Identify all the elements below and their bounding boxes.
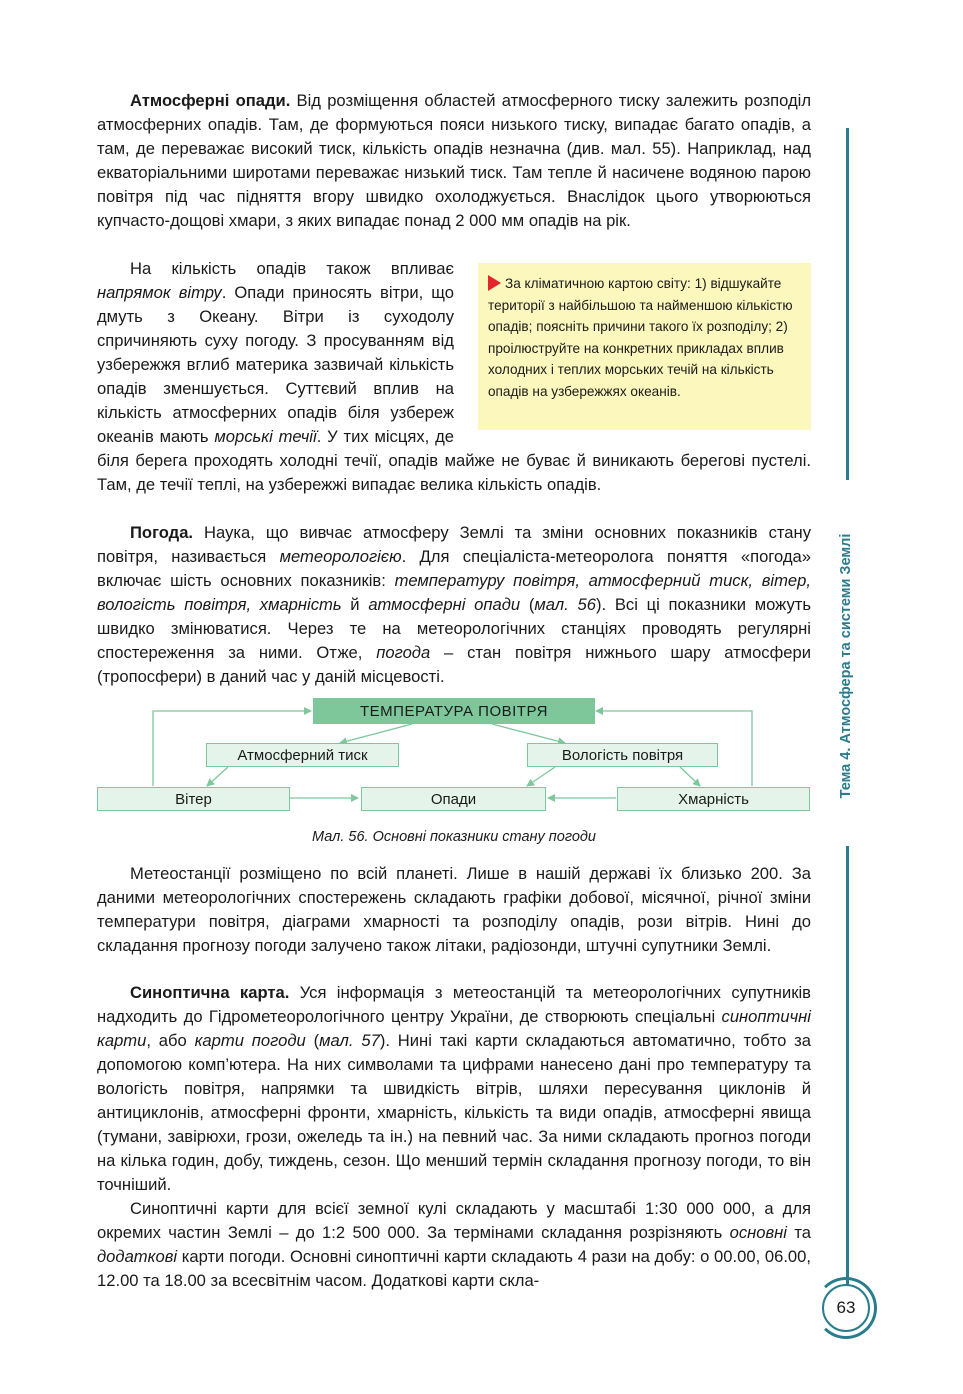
- arrow-humidity-precip: [527, 767, 555, 786]
- term-main: основні: [729, 1223, 787, 1242]
- paragraph-text: – стан повітря нижнього шару атмосфери (тропосфери) в даний час у даній місцевості.: [97, 643, 811, 686]
- paragraph-text: Метеостанції розміщено по всій планеті. Лише в нашій державі їх близько 200. За даними метеорологічних спостережень складають графіки добової, місячної, річної зміни температури повітря, діаграми хмарності та розподілу опадів, рози вітрів. Нині до складання прогнозу погоди залучено також літаки, радіозонди, штучні супутники Землі.: [97, 864, 811, 955]
- node-pressure: Атмосферний тиск: [206, 743, 399, 767]
- paragraph-stations: [97, 862, 811, 958]
- paragraph-text: , або: [146, 1031, 195, 1050]
- paragraph-text: Уся інформація з метеостанцій та метеорологічних супутників надходить до Гідрометеорологічного центру України, де створюють спеціальні: [97, 983, 812, 1026]
- term-precip: атмосферні опади: [368, 595, 521, 614]
- paragraph-text: На кількість опадів також впливає: [130, 259, 454, 278]
- term-weather: погода: [376, 643, 431, 662]
- paragraph-synoptic-map: [97, 981, 811, 1197]
- node-wind: Вітер: [97, 787, 290, 811]
- paragraph-text: (: [520, 595, 535, 614]
- heading-synoptic-map: Синоптична карта.: [130, 983, 290, 1002]
- node-humidity: Вологість повітря: [527, 743, 718, 767]
- node-cloudiness: Хмарність: [617, 787, 810, 811]
- term-sea-currents: морські течії: [214, 427, 317, 446]
- arrow-humidity-cloud: [680, 767, 700, 786]
- node-precipitation: Опади: [361, 787, 546, 811]
- paragraph-text: . Для спеціаліста-метеоролога поняття «погода» включає шість основних показників:: [97, 547, 811, 590]
- paragraph-text: й: [341, 595, 369, 614]
- figure-ref: мал. 56: [534, 595, 596, 614]
- side-topic-title: [831, 520, 861, 812]
- paragraph-text: . У тих місцях, де біля берега проходять холодні течії, опадів майже не буває й виникають берегові пустелі. Там, де течії теплі, на узбережжі випадає велика кількість опадів.: [97, 427, 811, 494]
- side-rule-bottom: [846, 846, 849, 1286]
- term-meteorology: метеорологією: [279, 547, 402, 566]
- side-rule-top: [846, 128, 849, 480]
- side-topic-text: Тема 4. Атмосфера та системи Землі: [838, 533, 854, 799]
- paragraph-text: . Опади приносять вітри, що дмуть з Океану. Вітри із суходолу спричиняють суху погоду. З просуванням від узбережжя вглиб материка зазвичай кількість опадів зменшується. Суттєвий вплив на кількість атмосферних опадів біля узбереж океанів мають: [97, 283, 454, 446]
- task-text: За кліматичною картою світу: 1) відшукайте території з найбільшою та найменшою кількістю опадів; поясніть причини такого їх розподілу; 2) проілюструйте на конкретних прикладах вплив холодних і теплих морських течій на кількість опадів на узбережжях океанів.: [488, 276, 793, 399]
- paragraph-text: Від розміщення областей атмосферного тиску залежить розподіл атмосферних опадів. Там, де формуються пояси низького тиску, випадає багато опадів, а там, де переважає високий тиск, кількість опадів незначна (див. мал. 55). Наприклад, над екваторіальними широтами переважає низький тиск. Там тепле й насичене водяною парою повітря під час підняття вгору швидко охолоджується. Внаслідок цього утворюються купчасто-дощові хмари, з яких випадає понад 2 000 мм опадів на рік.: [97, 91, 812, 230]
- paragraph-text: Синоптичні карти для всієї земної кулі складають у масштабі 1:30 000 000, а для окремих частин Землі – до 1:2 500 000. За термінами складання розрізняють: [97, 1199, 811, 1242]
- paragraph-text: та: [786, 1223, 811, 1242]
- heading-weather: Погода.: [130, 523, 194, 542]
- paragraph-text: (: [305, 1031, 320, 1050]
- arrow-temp-humidity: [492, 724, 565, 743]
- term-additional: додаткові: [97, 1247, 178, 1266]
- page-number: 63: [822, 1284, 870, 1332]
- term-synoptic-maps: синоптичні карти: [97, 1007, 811, 1050]
- node-temperature: ТЕМПЕРАТУРА ПОВІТРЯ: [313, 698, 595, 724]
- paragraph-map-scales: [97, 1197, 811, 1293]
- figure-ref: мал. 57: [319, 1031, 380, 1050]
- term-indicators: температуру повітря, атмосферний тиск, вітер, вологість повітря, хмарність: [97, 571, 811, 614]
- paragraph-text: ). Всі ці показники можуть швидко змінюватися. Через те на метеорологічних станціях проводять регулярні спостереження за ними. Отже,: [97, 595, 811, 662]
- paragraph-text: карти погоди. Основні синоптичні карти складають 4 рази на добу: о 00.00, 06.00, 12.00 та 18.00 за всесвітнім часом. Додаткові карти скла-: [97, 1247, 811, 1290]
- paragraph-text: ). Нині такі карти складаються автоматично, тобто за допомогою комп’ютера. На них символами та цифрами нанесено дані про температуру та вологість повітря, напрямки та швидкість вітрів, шляхи пересування циклонів й антициклонів, атмосферні фронти, хмарність, кількість та види опадів, атмосферні явища (тумани, завірюхи, грози, ожеледь та ін.) на певний час. За ними складають прогноз погоди на кілька годин, добу, тиждень, сезон. Що менший термін складання прогнозу погоди, то він точніший.: [97, 1031, 811, 1194]
- arrow-pressure-wind: [207, 767, 228, 786]
- heading-precipitation: Атмосферні опади.: [130, 91, 291, 110]
- arrow-temp-pressure: [340, 724, 412, 743]
- term-wind-direction: напрямок вітру: [97, 283, 222, 302]
- paragraph-text: Наука, що вивчає атмосферу Землі та зміни основних показників стану повітря, називається: [97, 523, 811, 566]
- term-weather-maps: карти погоди: [194, 1031, 306, 1050]
- figure-caption: Мал. 56. Основні показники стану погоди: [312, 829, 596, 845]
